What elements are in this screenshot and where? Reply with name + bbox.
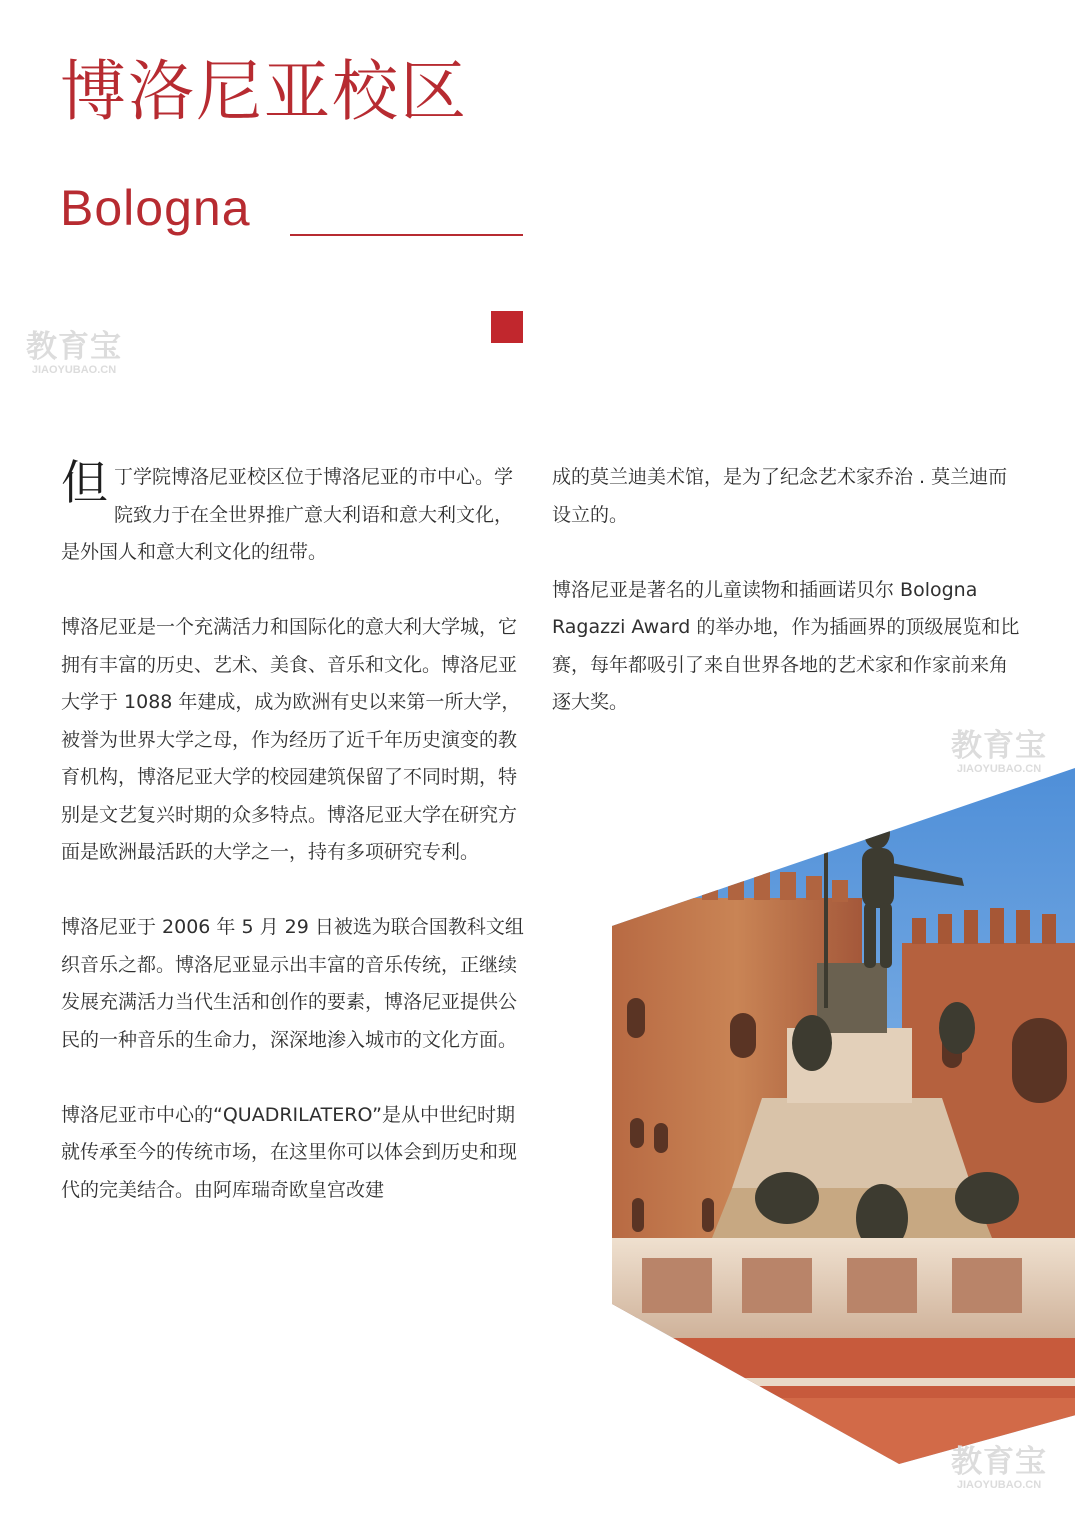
paragraph-intro: [61, 456, 527, 572]
neptune-fountain-photo: [612, 768, 1075, 1464]
right-text-column: [552, 459, 1020, 722]
paragraph-music: 博洛尼亚于 2006 年 5 月 29 日被选为联合国教科文组织音乐之都。博洛尼亚显示出丰富的音乐传统，正继续发展充满活力当代生活和创作的要素，博洛尼亚提供公民的一种音乐的生命力，深深地渗入城市的文化方面。: [61, 916, 524, 1051]
watermark-text: 教育宝: [951, 1444, 1047, 1480]
watermark-text: 教育宝: [951, 728, 1047, 764]
page-subtitle: Bologna: [60, 180, 251, 236]
paragraph-quadrilatero: 博洛尼亚市中心的“QUADRILATERO”是从中世纪时期就传承至今的传统市场，在这里你可以体会到历史和现代的完美结合。由阿库瑞奇欧皇宫改建: [61, 1103, 518, 1201]
title-underline: [290, 234, 523, 236]
watermark-url: JIAOYUBAO.CN: [31, 364, 117, 376]
paragraph-morandi: 成的莫兰迪美术馆，是为了纪念艺术家乔治 . 莫兰迪而设立的。: [552, 466, 1008, 526]
watermark-logo: [943, 729, 1055, 779]
left-text-column: [61, 456, 527, 1209]
paragraph-university: 博洛尼亚是一个充满活力和国际化的意大利大学城，它拥有丰富的历史、艺术、美食、音乐和文化。博洛尼亚大学于 1088 年建成，成为欧洲有史以来第一所大学，被誉为世界大学之母，作为经历了近千年历史演变的教育机构，博洛尼亚大学的校园建筑保留了不同时期，特别是文艺复兴时期的众多特点。博洛尼亚大学在研究方面是欧洲最活跃的大学之一，持有多项研究专利。: [61, 616, 521, 863]
watermark-logo: [18, 330, 130, 380]
watermark-url: JIAOYUBAO.CN: [956, 763, 1042, 775]
watermark-url: JIAOYUBAO.CN: [956, 1479, 1042, 1491]
accent-square: [491, 311, 523, 343]
paragraph-ragazzi: 博洛尼亚是著名的儿童读物和插画诺贝尔 Bologna Ragazzi Award 的举办地，作为插画界的顶级展览和比赛，每年都吸引了来自世界各地的艺术家和作家前来角逐大奖。: [552, 578, 1020, 713]
page-title: 博洛尼亚校区: [60, 53, 468, 130]
watermark-logo: [943, 1445, 1055, 1495]
watermark-text: 教育宝: [26, 329, 122, 365]
paragraph-intro-text: 丁学院博洛尼亚校区位于博洛尼亚的市中心。学院致力于在全世界推广意大利语和意大利文化，是外国人和意大利文化的纽带。: [61, 466, 514, 563]
drop-cap: 但: [61, 456, 108, 511]
